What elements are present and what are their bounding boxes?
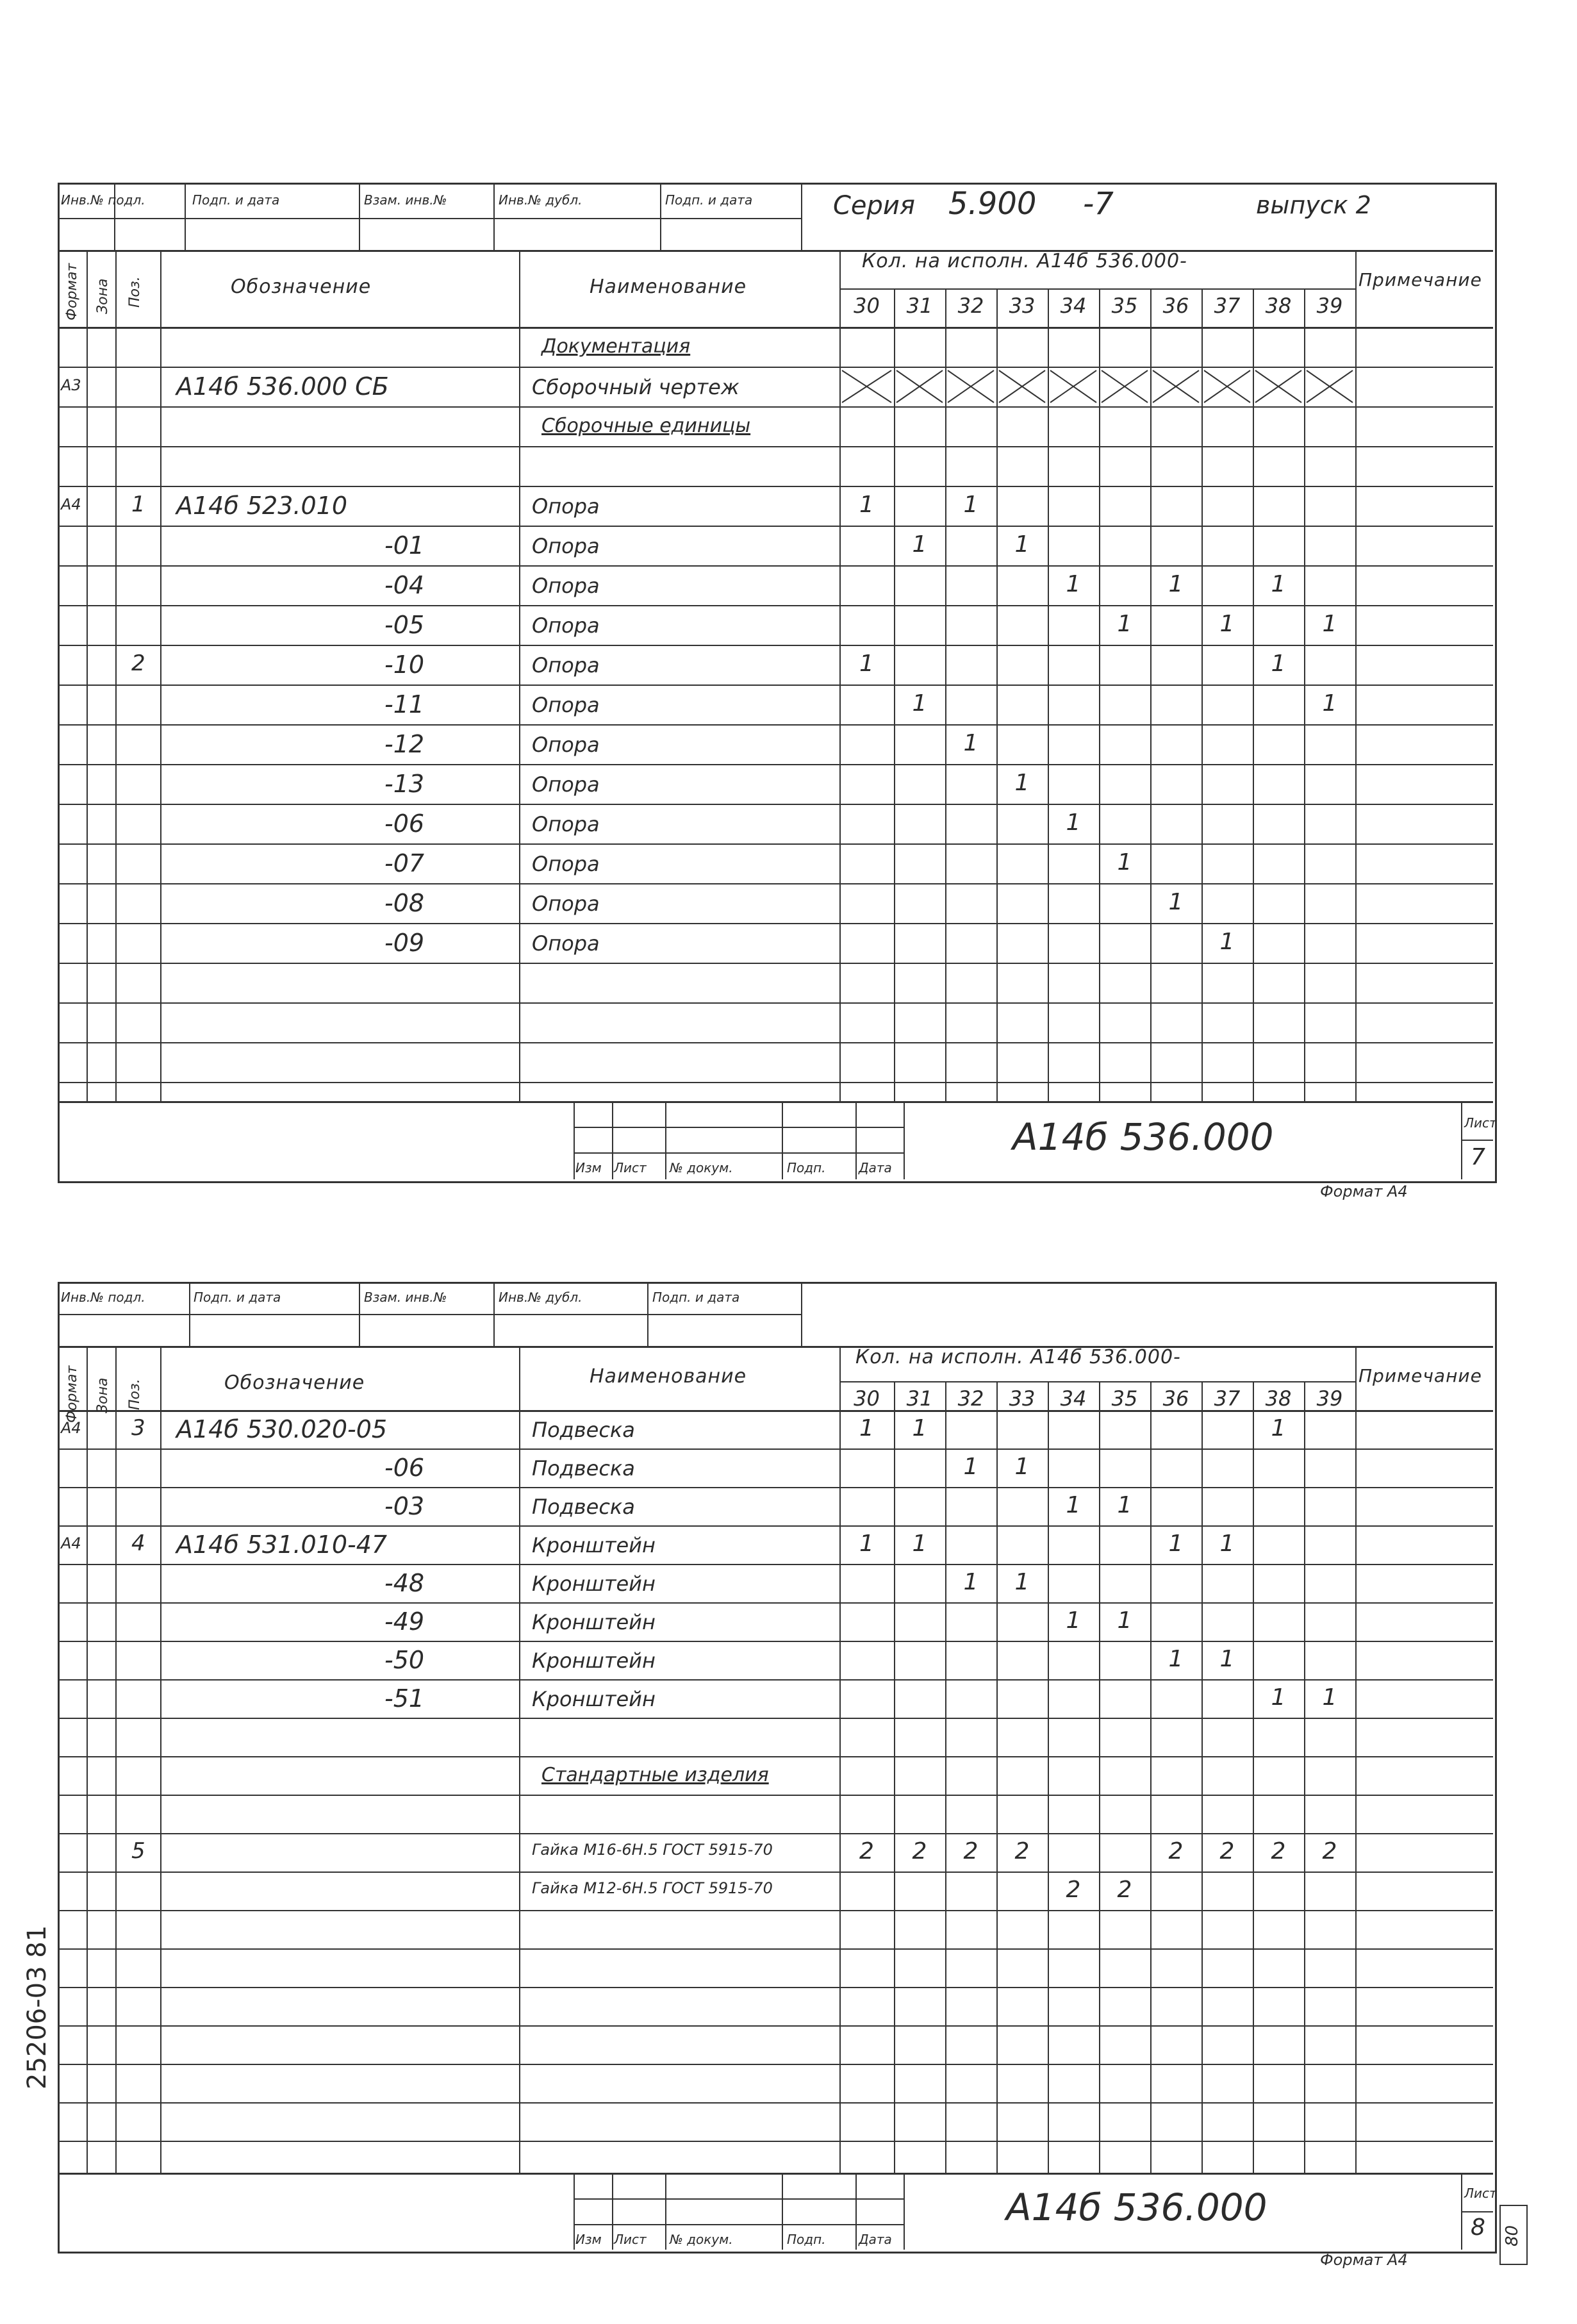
- sheet1-row-line-4: [58, 526, 1493, 527]
- sheet1-row-6-name: Опора: [532, 574, 600, 598]
- sheet1-row-9-name: Опора: [532, 693, 600, 717]
- sheet1-row-4-qty-2: 1: [963, 492, 978, 518]
- table-column-line-3: [519, 1346, 520, 2173]
- stamp-top-cell-2: Подп. и дата: [192, 192, 280, 208]
- sheet2-tb-label-list: Лист: [614, 2232, 647, 2247]
- sheet2-row-0-name: Подвеска: [532, 1418, 635, 1442]
- sheet2-row-3-format: А4: [61, 1534, 81, 1552]
- sheet1-empty-row-line: [58, 1082, 1493, 1083]
- table-column-line-0: [87, 250, 88, 1101]
- sheet1-variant-header-37: 37: [1214, 294, 1241, 318]
- sheet2-row-line-4: [58, 1602, 1493, 1604]
- table-column-line-9: [1099, 288, 1100, 1101]
- sheet2-row-0-qty-0: 1: [859, 1415, 874, 1441]
- sheet2-variant-header-38: 38: [1265, 1386, 1292, 1411]
- stamp-top-cell-4: Инв.№ дубл.: [499, 192, 582, 208]
- stamp-bottom-cell-3: Взам. инв.№: [364, 1290, 447, 1305]
- sheet1-row-15-name: Опора: [532, 931, 600, 956]
- sheet2-empty-row-line: [58, 2102, 1493, 2104]
- cross-mark-3: [996, 367, 1048, 406]
- table-column-line-2: [160, 1346, 161, 2173]
- sheet1-row-8-pos: 2: [131, 651, 145, 676]
- sheet2-row-0-qty-8: 1: [1271, 1415, 1286, 1441]
- sheet2-tb-label-doc: № докум.: [670, 2232, 733, 2247]
- sheet2-row-6-designation: -50: [384, 1646, 425, 1674]
- sheet1-row-7-name: Опора: [532, 613, 600, 638]
- sheet1-row-13-name: Опора: [532, 852, 600, 876]
- sheet1-header-qty-title: Кол. на исполн. А14б 536.000-: [862, 250, 1187, 272]
- sheet2-row-2-qty-4: 1: [1066, 1492, 1081, 1518]
- sheet1-sheet-number: 7: [1471, 1144, 1485, 1170]
- table-column-line-1: [115, 250, 117, 1101]
- sheet-1-frame: [58, 183, 1497, 1183]
- table-column-line-3: [519, 250, 520, 1101]
- sheet2-header-note: Примечание: [1358, 1365, 1482, 1386]
- sheet1-row-12-name: Опора: [532, 812, 600, 836]
- series-label: Серия: [833, 191, 915, 220]
- sheet2-row-7-name: Кронштейн: [532, 1687, 656, 1711]
- sheet1-header-format: Формат: [64, 263, 80, 320]
- cross-mark-6: [1150, 367, 1201, 406]
- sheet1-variant-header-39: 39: [1316, 294, 1343, 318]
- sheet1-row-line-14: [58, 923, 1493, 924]
- sheet1-row-14-designation: -08: [384, 889, 425, 917]
- sheet1-row-5-name: Опора: [532, 534, 600, 558]
- sheet1-row-11-designation: -13: [384, 770, 425, 798]
- table-column-line-14: [1355, 1346, 1357, 2173]
- sheet2-row-line-1: [58, 1487, 1493, 1488]
- qty-header-split-line: [839, 1381, 1355, 1382]
- sheet2-header-designation: Обозначение: [224, 1372, 365, 1394]
- table-header-top-border: [58, 250, 1493, 252]
- sheet2-row-0-designation: А14б 530.020-05: [176, 1415, 388, 1443]
- sheet1-row-6-qty-4: 1: [1066, 571, 1081, 597]
- sheet1-variant-header-31: 31: [906, 294, 933, 318]
- sheet1-row-line-13: [58, 883, 1493, 884]
- sheet1-row-line-6: [58, 605, 1493, 606]
- sheet2-tb-label-izm: Изм: [575, 2232, 602, 2247]
- cross-mark-4: [1048, 367, 1099, 406]
- sheet2-row-9-name: Стандартные изделия: [541, 1764, 769, 1786]
- sheet2-row-4-qty-3: 1: [1014, 1569, 1030, 1595]
- sheet1-row-2-name: Сборочные единицы: [541, 415, 751, 437]
- sheet1-row-9-qty-9: 1: [1322, 690, 1337, 717]
- sheet1-row-10-designation: -12: [384, 730, 425, 758]
- sheet2-row-3-pos: 4: [131, 1531, 145, 1556]
- sheet1-variant-header-33: 33: [1009, 294, 1036, 318]
- sheet1-row-11-name: Опора: [532, 772, 600, 797]
- sheet1-tb-label-doc: № докум.: [670, 1160, 733, 1175]
- table-column-line-6: [945, 288, 946, 1101]
- sheet2-row-12-qty-4: 2: [1066, 1877, 1081, 1903]
- sheet2-row-line-12: [58, 1910, 1493, 1911]
- cross-mark-1: [894, 367, 945, 406]
- stamp-bottom-cell-2: Подп. и дата: [194, 1290, 281, 1305]
- sheet1-row-line-3: [58, 486, 1493, 487]
- margin-number: 25206-03 81: [22, 1925, 52, 2089]
- sheet2-row-4-name: Кронштейн: [532, 1572, 656, 1596]
- sheet1-header-designation: Обозначение: [231, 276, 372, 298]
- sheet1-tb-label-izm: Изм: [575, 1160, 602, 1175]
- table-header-top-border: [58, 1346, 1493, 1348]
- sheet2-row-4-designation: -48: [384, 1569, 425, 1597]
- sheet1-row-15-qty-7: 1: [1219, 929, 1235, 955]
- sheet2-variant-header-33: 33: [1009, 1386, 1036, 1411]
- sheet2-row-11-qty-0: 2: [859, 1838, 874, 1864]
- table-column-line-11: [1201, 288, 1203, 1101]
- table-column-line-9: [1099, 1381, 1100, 2173]
- sheet2-row-5-qty-4: 1: [1066, 1607, 1081, 1634]
- table-column-line-8: [1048, 1381, 1049, 2173]
- sheet2-header-name: Наименование: [590, 1365, 747, 1388]
- sheet2-variant-header-34: 34: [1060, 1386, 1087, 1411]
- table-header-bottom-border: [58, 327, 1493, 329]
- table-column-line-6: [945, 1381, 946, 2173]
- sheet1-row-line-7: [58, 645, 1493, 646]
- sheet1-variant-header-32: 32: [957, 294, 984, 318]
- sheet2-row-12-qty-5: 2: [1117, 1877, 1132, 1903]
- table-column-line-11: [1201, 1381, 1203, 2173]
- table-column-line-10: [1150, 1381, 1152, 2173]
- sheet2-sheet-number: 8: [1471, 2214, 1485, 2241]
- sheet2-row-11-qty-8: 2: [1271, 1838, 1286, 1864]
- table-column-line-13: [1304, 1381, 1305, 2173]
- sheet1-row-12-designation: -06: [384, 809, 425, 838]
- sheet2-empty-row-line: [58, 2064, 1493, 2065]
- stamp-bottom-cell-4: Инв.№ дубл.: [499, 1290, 582, 1305]
- sheet2-tb-label-date: Дата: [859, 2232, 892, 2247]
- sheet2-row-3-qty-7: 1: [1219, 1531, 1235, 1557]
- sheet2-row-3-designation: А14б 531.010-47: [176, 1531, 388, 1559]
- sheet2-row-line-0: [58, 1448, 1493, 1450]
- sheet2-row-line-3: [58, 1564, 1493, 1565]
- sheet2-row-11-qty-9: 2: [1322, 1838, 1337, 1864]
- sheet1-variant-header-38: 38: [1265, 294, 1292, 318]
- sheet2-variant-header-32: 32: [957, 1386, 984, 1411]
- sheet2-row-1-name: Подвеска: [532, 1456, 635, 1481]
- sheet2-row-11-qty-1: 2: [912, 1838, 927, 1864]
- sheet1-row-0-name: Документация: [541, 335, 691, 358]
- sheet2-row-2-qty-5: 1: [1117, 1492, 1132, 1518]
- sheet2-row-line-10: [58, 1833, 1493, 1834]
- sheet1-header-note: Примечание: [1358, 269, 1482, 290]
- stamp-bottom-cell-1: Инв.№ подл.: [61, 1290, 145, 1305]
- sheet1-row-1-designation: А14б 536.000 СБ: [176, 372, 389, 401]
- sheet1-row-6-designation: -04: [384, 571, 425, 599]
- sheet1-row-6-qty-6: 1: [1168, 571, 1184, 597]
- table-column-line-14: [1355, 250, 1357, 1101]
- sheet1-doc-number: А14б 536.000: [1012, 1115, 1274, 1159]
- sheet1-row-4-designation: А14б 523.010: [176, 492, 348, 520]
- sheet1-header-name: Наименование: [590, 276, 747, 298]
- qty-header-split-line: [839, 288, 1355, 290]
- sheet1-row-7-designation: -05: [384, 611, 425, 639]
- sheet1-row-4-qty-0: 1: [859, 492, 874, 518]
- sheet2-row-7-qty-8: 1: [1271, 1684, 1286, 1711]
- sheet2-header-qty-title: Кол. на исполн. А14б 536.000-: [855, 1346, 1181, 1368]
- cross-mark-0: [839, 367, 894, 406]
- sheet2-row-0-qty-1: 1: [912, 1415, 927, 1441]
- sheet2-row-11-pos: 5: [131, 1838, 145, 1864]
- table-column-line-1: [115, 1346, 117, 2173]
- table-column-line-12: [1253, 1381, 1254, 2173]
- sheet2-row-7-qty-9: 1: [1322, 1684, 1337, 1711]
- sheet2-format-label: Формат А4: [1320, 2251, 1408, 2269]
- sheet2-row-6-qty-6: 1: [1168, 1646, 1184, 1672]
- sheet2-row-line-7: [58, 1718, 1493, 1719]
- sheet1-row-14-qty-6: 1: [1168, 889, 1184, 915]
- cross-mark-2: [945, 367, 996, 406]
- sheet1-row-line-2: [58, 446, 1493, 447]
- sheet1-row-5-designation: -01: [384, 531, 425, 560]
- table-column-line-5: [894, 1381, 895, 2173]
- sheet1-row-line-1: [58, 406, 1493, 408]
- sheet2-variant-header-37: 37: [1214, 1386, 1241, 1411]
- sheet1-row-15-designation: -09: [384, 929, 425, 957]
- sheet2-row-line-8: [58, 1756, 1493, 1757]
- sheet2-row-12-name: Гайка М12-6Н.5 ГОСТ 5915-70: [532, 1879, 773, 1897]
- sheet2-row-0-pos: 3: [131, 1415, 145, 1441]
- sheet2-variant-header-35: 35: [1111, 1386, 1138, 1411]
- sheet1-row-8-designation: -10: [384, 651, 425, 679]
- sheet1-row-line-12: [58, 843, 1493, 845]
- sheet1-row-13-qty-5: 1: [1117, 849, 1132, 876]
- sheet1-row-line-15: [58, 963, 1493, 964]
- sheet2-row-4-qty-2: 1: [963, 1569, 978, 1595]
- sheet2-variant-header-39: 39: [1316, 1386, 1343, 1411]
- sheet1-format-label: Формат А4: [1320, 1183, 1408, 1200]
- table-column-line-7: [996, 288, 998, 1101]
- sheet1-row-6-qty-8: 1: [1271, 571, 1286, 597]
- sheet2-row-11-name: Гайка М16-6Н.5 ГОСТ 5915-70: [532, 1841, 773, 1859]
- sheet2-row-line-2: [58, 1525, 1493, 1527]
- table-column-line-2: [160, 250, 161, 1101]
- sheet2-variant-header-36: 36: [1162, 1386, 1189, 1411]
- sheet2-empty-row-line: [58, 2141, 1493, 2142]
- sheet1-row-8-name: Опора: [532, 653, 600, 677]
- issue-number: -7: [1083, 186, 1114, 222]
- sheet1-row-line-5: [58, 565, 1493, 567]
- stamp-top-cell-1: Инв.№ подл.: [61, 192, 145, 208]
- sheet1-row-7-qty-9: 1: [1322, 611, 1337, 637]
- sheet2-row-3-qty-6: 1: [1168, 1531, 1184, 1557]
- stamp-top-cell-3: Взам. инв.№: [364, 192, 447, 208]
- sheet1-row-9-qty-1: 1: [912, 690, 927, 717]
- table-column-line-0: [87, 1346, 88, 2173]
- sheet2-row-line-11: [58, 1872, 1493, 1873]
- corner-number: 80: [1503, 2225, 1522, 2246]
- sheet1-tb-label-list: Лист: [614, 1160, 647, 1175]
- sheet2-row-5-name: Кронштейн: [532, 1610, 656, 1634]
- sheet1-row-14-name: Опора: [532, 892, 600, 916]
- sheet2-header-pos: Поз.: [127, 1379, 143, 1410]
- sheet1-row-8-qty-0: 1: [859, 651, 874, 677]
- sheet2-variant-header-31: 31: [906, 1386, 933, 1411]
- sheet1-row-line-11: [58, 804, 1493, 805]
- table-column-line-7: [996, 1381, 998, 2173]
- table-column-line-10: [1150, 288, 1152, 1101]
- sheet2-row-5-qty-5: 1: [1117, 1607, 1132, 1634]
- sheet2-sheet-label: Лист: [1464, 2186, 1497, 2201]
- sheet2-row-2-designation: -03: [384, 1492, 425, 1520]
- sheet1-row-line-10: [58, 764, 1493, 765]
- sheet1-row-7-qty-5: 1: [1117, 611, 1132, 637]
- sheet2-empty-row-line: [58, 1948, 1493, 1950]
- sheet2-row-2-name: Подвеска: [532, 1495, 635, 1519]
- sheet2-empty-row-line: [58, 1987, 1493, 1988]
- sheet2-doc-number: А14б 536.000: [1006, 2186, 1267, 2229]
- sheet2-row-6-name: Кронштейн: [532, 1648, 656, 1673]
- sheet2-tb-label-sign: Подп.: [787, 2232, 826, 2247]
- sheet1-row-5-qty-1: 1: [912, 531, 927, 558]
- sheet1-row-12-qty-4: 1: [1066, 809, 1081, 836]
- cross-mark-7: [1201, 367, 1253, 406]
- sheet2-row-1-qty-2: 1: [963, 1454, 978, 1480]
- sheet1-row-1-format: А3: [61, 376, 81, 394]
- sheet1-row-9-designation: -11: [384, 690, 425, 718]
- sheet2-row-line-9: [58, 1795, 1493, 1796]
- sheet1-row-4-pos: 1: [131, 492, 145, 517]
- sheet2-header-zone: Зона: [95, 1377, 111, 1413]
- table-column-line-4: [839, 1346, 841, 2173]
- sheet1-tb-label-sign: Подп.: [787, 1160, 826, 1175]
- sheet1-variant-header-34: 34: [1060, 294, 1087, 318]
- cross-mark-8: [1253, 367, 1304, 406]
- sheet1-empty-row-line: [58, 1042, 1493, 1043]
- sheet1-row-line-8: [58, 685, 1493, 686]
- sheet2-row-11-qty-7: 2: [1219, 1838, 1235, 1864]
- sheet2-row-1-qty-3: 1: [1014, 1454, 1030, 1480]
- sheet1-variant-header-36: 36: [1162, 294, 1189, 318]
- sheet2-row-0-format: А4: [61, 1419, 81, 1437]
- stamp-bottom-cell-5: Подп. и дата: [652, 1290, 740, 1305]
- sheet2-row-5-designation: -49: [384, 1607, 425, 1636]
- sheet2-row-11-qty-3: 2: [1014, 1838, 1030, 1864]
- sheet2-row-line-5: [58, 1641, 1493, 1642]
- sheet1-sheet-label: Лист: [1464, 1115, 1497, 1131]
- sheet2-row-line-6: [58, 1679, 1493, 1681]
- table-column-line-5: [894, 288, 895, 1101]
- sheet1-row-4-format: А4: [61, 495, 81, 513]
- sheet2-row-7-designation: -51: [384, 1684, 425, 1713]
- stamp-top-cell-5: Подп. и дата: [665, 192, 753, 208]
- sheet2-row-1-designation: -06: [384, 1454, 425, 1482]
- table-column-line-13: [1304, 288, 1305, 1101]
- sheet2-empty-row-line: [58, 2025, 1493, 2027]
- sheet1-tb-label-date: Дата: [859, 1160, 892, 1175]
- sheet1-variant-header-30: 30: [854, 294, 880, 318]
- table-column-line-12: [1253, 288, 1254, 1101]
- sheet1-row-10-name: Опора: [532, 733, 600, 757]
- sheet1-row-13-designation: -07: [384, 849, 425, 877]
- sheet1-row-10-qty-2: 1: [963, 730, 978, 756]
- sheet1-row-1-name: Сборочный чертеж: [532, 375, 739, 399]
- sheet1-row-line-9: [58, 724, 1493, 726]
- series-number: 5.900: [948, 186, 1037, 222]
- sheet1-row-8-qty-8: 1: [1271, 651, 1286, 677]
- sheet1-variant-header-35: 35: [1111, 294, 1138, 318]
- sheet2-row-3-qty-1: 1: [912, 1531, 927, 1557]
- sheet2-header-format: Формат: [64, 1365, 80, 1423]
- sheet2-row-3-qty-0: 1: [859, 1531, 874, 1557]
- sheet1-row-7-qty-7: 1: [1219, 611, 1235, 637]
- sheet2-row-11-qty-6: 2: [1168, 1838, 1184, 1864]
- sheet2-row-6-qty-7: 1: [1219, 1646, 1235, 1672]
- cross-mark-5: [1099, 367, 1150, 406]
- issue-label: выпуск 2: [1256, 191, 1371, 219]
- table-column-line-8: [1048, 288, 1049, 1101]
- cross-mark-9: [1304, 367, 1355, 406]
- sheet1-row-4-name: Опора: [532, 494, 600, 519]
- sheet2-row-11-qty-2: 2: [963, 1838, 978, 1864]
- sheet1-row-11-qty-3: 1: [1014, 770, 1030, 796]
- sheet2-row-3-name: Кронштейн: [532, 1533, 656, 1557]
- sheet1-row-5-qty-3: 1: [1014, 531, 1030, 558]
- sheet1-header-zone: Зона: [95, 278, 111, 314]
- sheet1-empty-row-line: [58, 1002, 1493, 1004]
- sheet2-variant-header-30: 30: [854, 1386, 880, 1411]
- sheet1-header-pos: Поз.: [127, 276, 143, 308]
